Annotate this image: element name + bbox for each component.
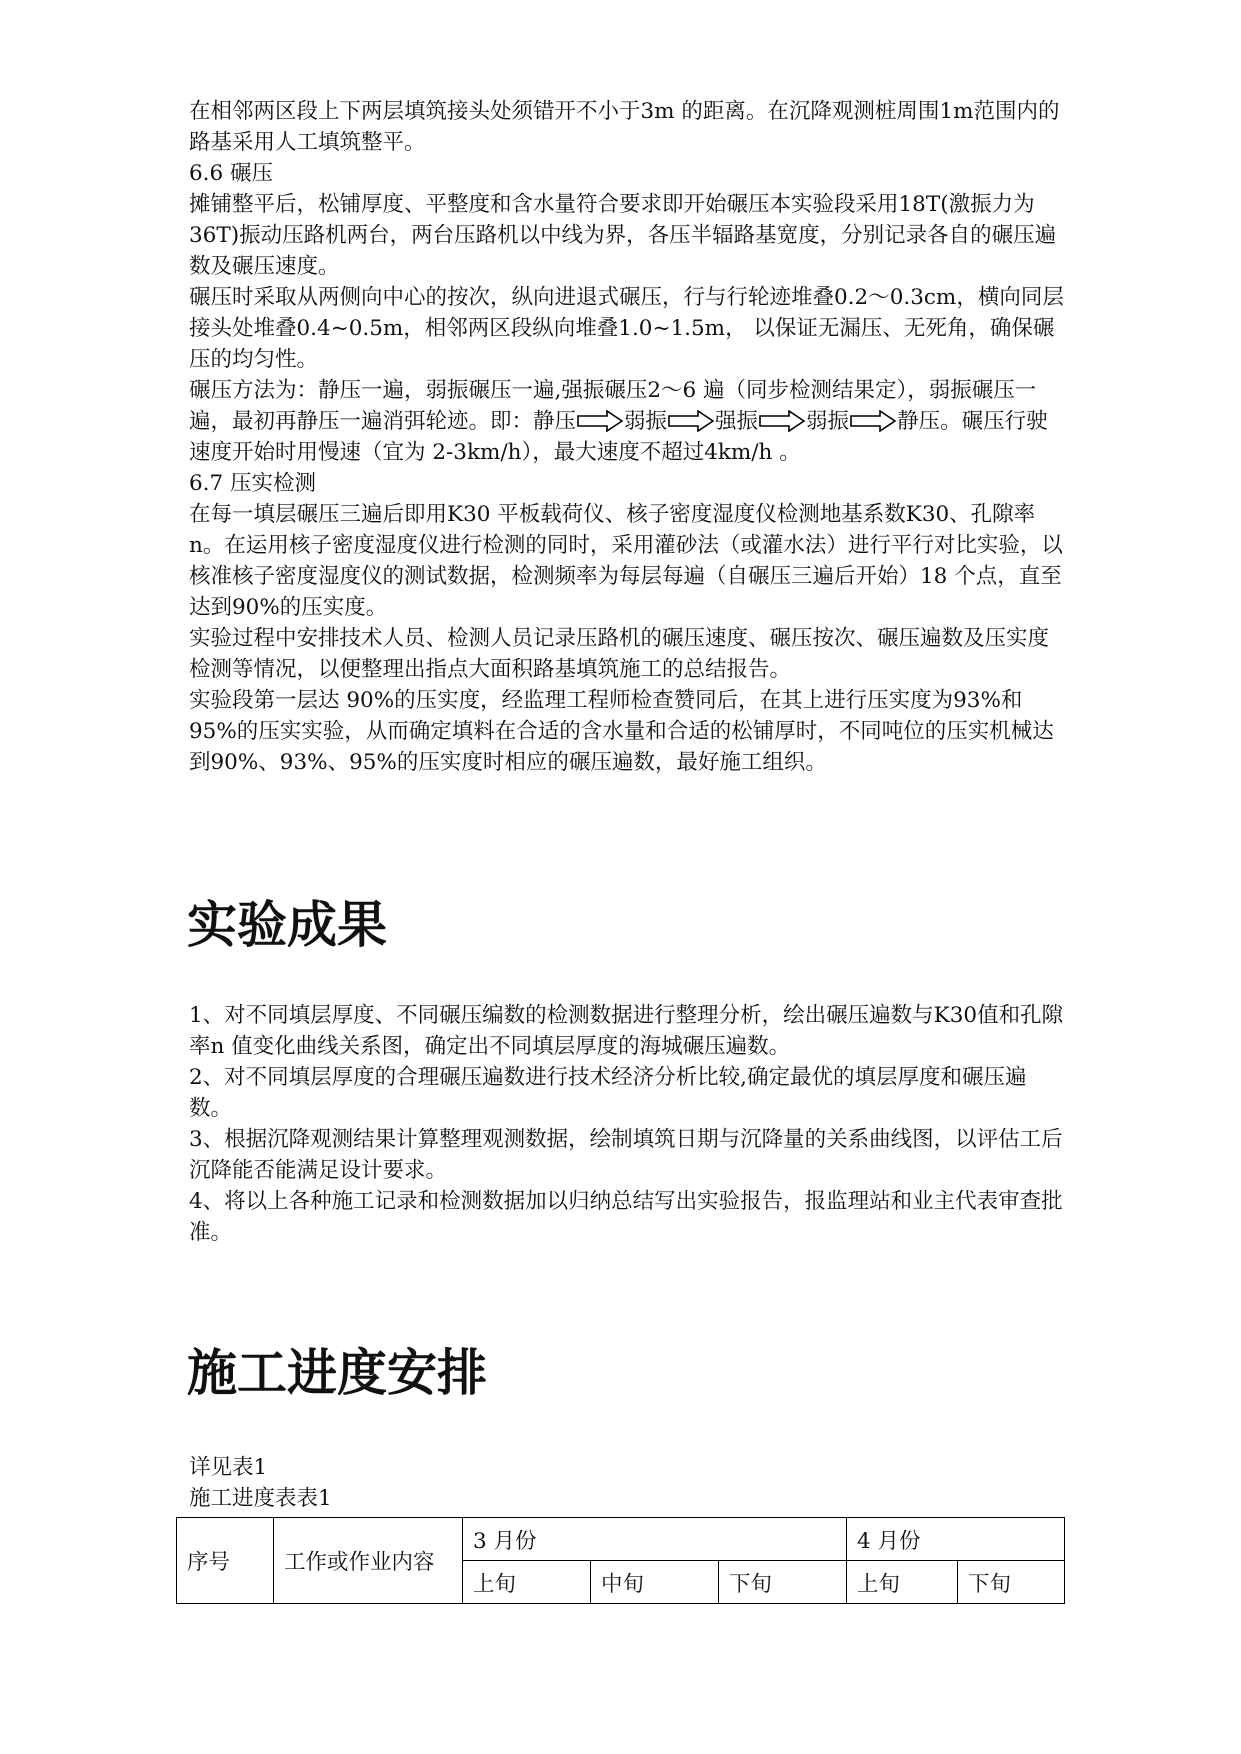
results-item: 1、对不同填层厚度、不同碾压编数的检测数据进行整理分析，绘出碾压遍数与K30值和孔隙率n 值变化曲线关系图，确定出不同填层厚度的海城碾压遍数。 [189,1003,1064,1059]
paragraph-records: 实验过程中安排技术人员、检测人员记录压路机的碾压速度、碾压按次、碾压遍数及压实度检测等情况，以便整理出指点大面积路基填筑施工的总结报告。 [189,626,1050,682]
results-item: 3、根据沉降观测结果计算整理观测数据，绘制填筑日期与沉降量的关系曲线图，以评估工后沉降能否能满足设计要求。 [189,1127,1063,1183]
header-month-3: 3 月份 [463,1518,847,1561]
table-row [177,1518,1065,1561]
paragraph-compaction-order: 碾压时采取从两侧向中心的按次，纵向进退式碾压，行与行轮迹堆叠0.2～0.3cm，横向同层接头处堆叠0.4~0.5m，相邻两区段纵向堆叠1.0~1.5m， 以保证无漏压、无死角，确保碾压的均匀性。 [189,285,1064,372]
results-item: 2、对不同填层厚度的合理碾压遍数进行技术经济分析比较,确定最优的填层厚度和碾压遍数。 [189,1065,1027,1121]
table-caption: 施工进度表表1 [189,1486,332,1511]
heading-6-6: 6.6 碾压 [189,161,274,186]
header-period: 上旬 [463,1561,591,1604]
flow-step: 弱振 [624,409,668,434]
header-period: 上旬 [847,1561,958,1604]
heading-6-7: 6.7 压实检测 [189,471,317,496]
right-arrow-icon [577,410,623,432]
schedule-intro [189,1452,1069,1514]
compaction-method-text: 碾压方法为：静压一遍，弱振碾压一遍,强振碾压2～6 遍（同步检测结果定），弱振碾压一遍，最初再静压一遍消弭轮迹。即：静压 [189,378,1037,434]
header-seq: 序号 [177,1518,274,1604]
header-month-4: 4 月份 [847,1518,1065,1561]
header-period: 下旬 [958,1561,1065,1604]
results-item: 4、将以上各种施工记录和检测数据加以归纳总结写出实验报告，报监理站和业主代表审查批准。 [189,1189,1063,1245]
header-work: 工作或作业内容 [274,1518,463,1604]
flow-step: 弱振 [806,409,850,434]
results-title: 实验成果 [187,896,387,954]
results-list [189,1000,1069,1248]
paragraph-compaction-levels: 实验段第一层达 90%的压实度，经监理工程师检查赞同后，在其上进行压实度为93%和 95%的压实实验，从而确定填料在合适的含水量和合适的松铺厚时，不同吨位的压实机械达到90%、93%、95%的压实度时相应的碾压遍数，最好施工组织。 [189,688,1054,775]
header-period: 中旬 [591,1561,719,1604]
schedule-title: 施工进度安排 [187,1344,487,1402]
paragraph-compaction-method [189,375,1069,468]
paragraph-compaction-testing: 在每一填层碾压三遍后即用K30 平板载荷仪、核子密度湿度仪检测地基系数K30、孔隙率 n。在运用核子密度湿度仪进行检测的同时，采用灌砂法（或灌水法）进行平行对比实验，以核准核子密度湿度仪的测试数据，检测频率为每层每遍（自碾压三遍后开始）18 个点，直至达到90%的压实度。 [189,502,1063,620]
schedule-table [176,1517,1065,1604]
flow-step: 强振 [715,409,759,434]
header-period: 下旬 [719,1561,847,1604]
flow-step: 静压 [897,409,941,434]
section-6-body [189,96,1069,778]
right-arrow-icon [850,410,896,432]
right-arrow-icon [759,410,805,432]
paragraph-joint-stagger: 在相邻两区段上下两层填筑接头处须错开不小于3m 的距离。在沉降观测桩周围1m范围内的路基采用人工填筑整平。 [189,99,1060,155]
see-table-note: 详见表1 [189,1455,268,1480]
paragraph-compaction-start: 摊铺整平后，松铺厚度、平整度和含水量符合要求即开始碾压本实验段采用18T(激振力为36T)振动压路机两台，两台压路机以中线为界，各压半辐路基宽度，分别记录各自的碾压遍数及碾压速度。 [189,192,1057,279]
compaction-speed-text: 。碾压行驶速度开始时用慢速（宜为 2-3km/h），最大速度不超过4km/h 。 [189,409,1048,465]
right-arrow-icon [668,410,714,432]
